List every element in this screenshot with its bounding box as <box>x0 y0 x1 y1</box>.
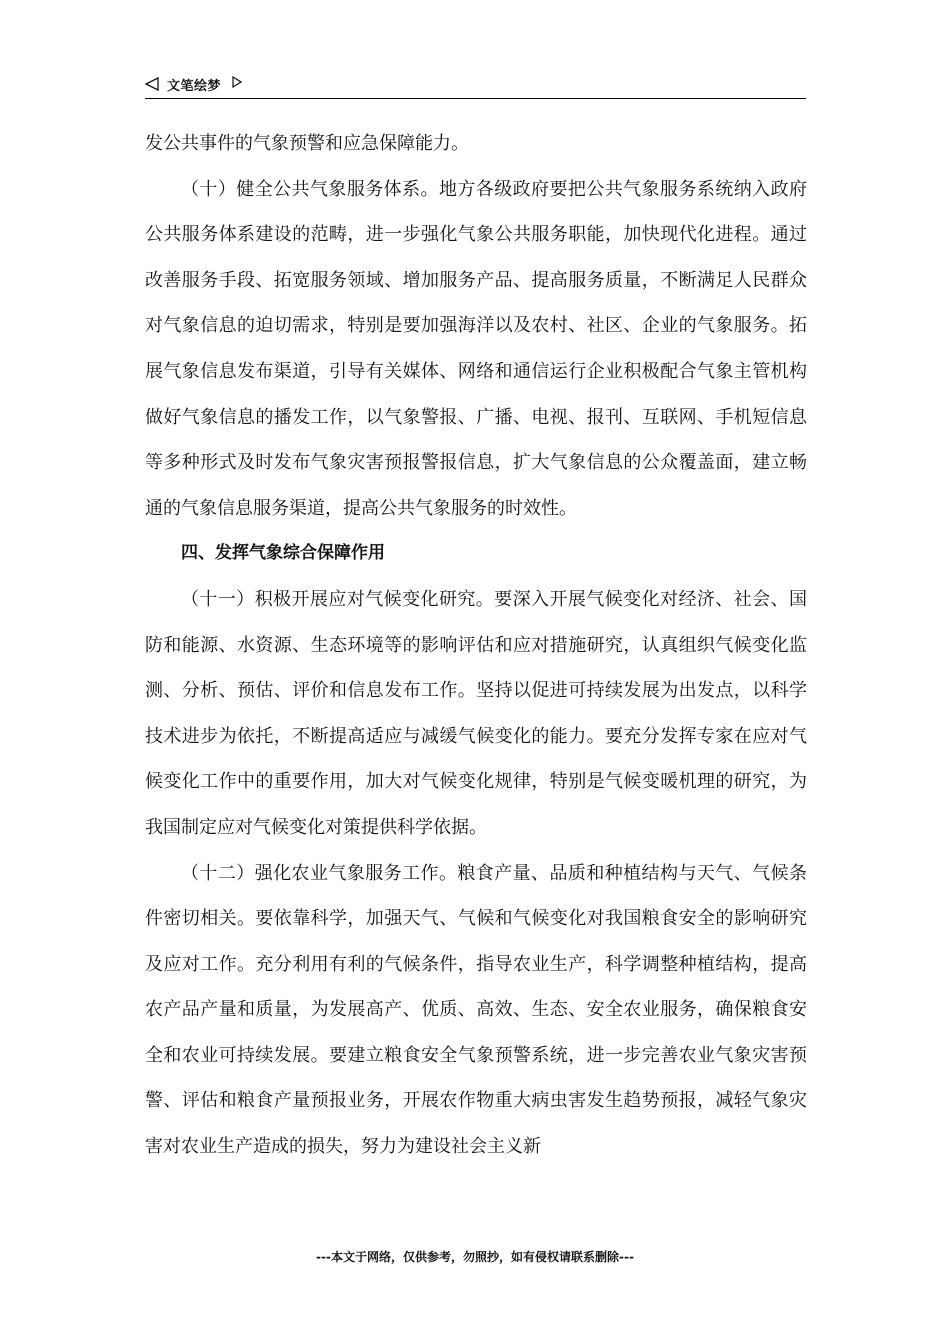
section-heading-4: 四、发挥气象综合保障作用 <box>181 543 385 564</box>
page-footer-disclaimer: ---本文于网络，仅供参考，勿照抄，如有侵权请联系删除--- <box>316 1250 634 1264</box>
paragraph-section-11: （十一）积极开展应对气候变化研究。要深入开展气候变化对经济、社会、国防和能源、水资源、生态环境等的影响评估和应对措施研究，认真组织气候变化监测、分析、预估、评价和信息发布工作。坚持以促进可持续发展为出发点，以科学技术进步为依托，不断提高适应与减缓气候变化的能力。要充分发挥专家在应对气候变化工作中的重要作用，加大对气候变化规律，特别是气候变暖机理的研究，为我国制定应对气候变化对策提供科学依据。 <box>145 588 807 838</box>
triangle-right-icon <box>232 76 242 88</box>
paragraph-section-10: （十）健全公共气象服务体系。地方各级政府要把公共气象服务系统纳入政府公共服务体系建设的范畴，进一步强化气象公共服务职能，加快现代化进程。通过改善服务手段、拓宽服务领域、增加服务产品、提高服务质量，不断满足人民群众对气象信息的迫切需求，特别是要加强海洋以及农村、社区、企业的气象服务。拓展气象信息发布渠道，引导有关媒体、网络和通信运行企业积极配合气象主管机构做好气象信息的播发工作，以气象警报、广播、电视、报刊、互联网、手机短信息等多种形式及时发布气象灾害预报警报信息，扩大气象信息的公众覆盖面，建立畅通的气象信息服务渠道，提高公共气象服务的时效性。 <box>145 178 807 519</box>
header-brand: 文笔绘梦 <box>167 79 222 94</box>
body-text <box>145 121 807 1170</box>
page-header <box>145 74 806 99</box>
triangle-left-icon <box>145 77 159 91</box>
paragraph-section-12: （十二）强化农业气象服务工作。粮食产量、品质和种植结构与天气、气候条件密切相关。要依靠科学，加强天气、气候和气候变化对我国粮食安全的影响研究及应对工作。充分利用有利的气候条件，指导农业生产，科学调整种植结构，提高农产品产量和质量，为发展高产、优质、高效、生态、安全农业服务，确保粮食安全和农业可持续发展。要建立粮食安全气象预警系统，进一步完善农业气象灾害预警、评估和粮食产量预报业务，开展农作物重大病虫害发生趋势预报，减轻气象灾害对农业生产造成的损失，努力为建设社会主义新 <box>145 862 807 1158</box>
paragraph-continuation: 发公共事件的气象预警和应急保障能力。 <box>145 133 469 154</box>
